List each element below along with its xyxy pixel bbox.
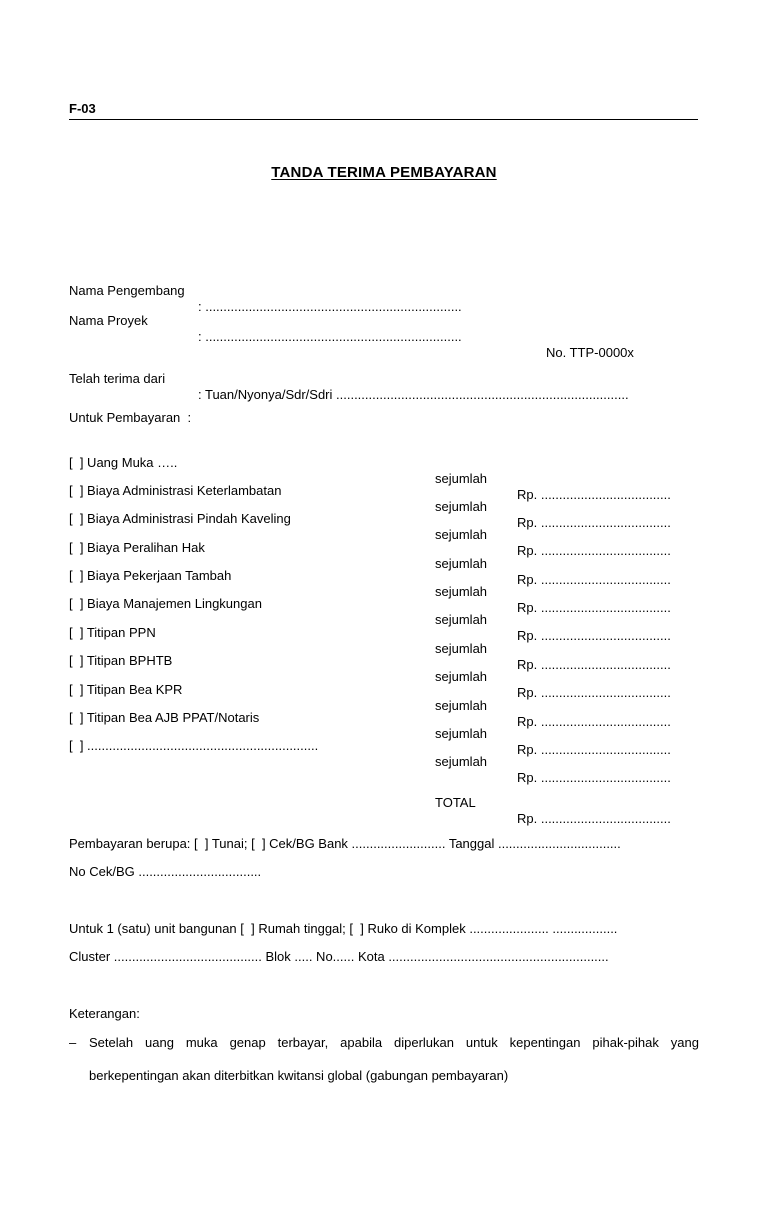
payment-row[interactable]: [69, 722, 671, 785]
payment-item-label: [ ] Biaya Administrasi Pindah Kaveling: [69, 511, 291, 526]
notes-heading: Keterangan:: [69, 1006, 140, 1021]
document-title: TANDA TERIMA PEMBAYARAN: [271, 164, 497, 181]
payment-method-line[interactable]: Pembayaran berupa: [ ] Tunai; [ ] Cek/BG Bank .......................... Tanggal ..................................: [69, 836, 621, 851]
amount-keyword: sejumlah: [435, 612, 488, 627]
amount-field[interactable]: Rp. ....................................: [517, 742, 671, 757]
amount-keyword: sejumlah: [435, 669, 488, 684]
field-label: Telah terima dari: [69, 371, 166, 386]
amount-field[interactable]: Rp. ....................................: [517, 572, 671, 587]
cheque-number-line[interactable]: No Cek/BG ..................................: [69, 864, 262, 879]
notes-item: [69, 1035, 699, 1085]
amount-keyword: sejumlah: [435, 698, 488, 713]
payment-item-label: [ ] Titipan BPHTB: [69, 653, 173, 668]
field-value[interactable]: : .......................................................................: [198, 329, 462, 344]
notes-item-line1: Setelah uang muka genap terbayar, apabila diperlukan untuk kepentingan pihak-pihak yang: [89, 1035, 699, 1050]
payment-item-label: [ ] Titipan Bea AJB PPAT/Notaris: [69, 710, 260, 725]
payment-row[interactable]: [69, 694, 671, 757]
field-value[interactable]: : Tuan/Nyonya/Sdr/Sdri .................................................................................: [198, 387, 629, 402]
amount-field[interactable]: Rp. ....................................: [517, 628, 671, 643]
unit-location-line[interactable]: Cluster ......................................... Blok ..... No...... Kota .............................................................: [69, 949, 609, 964]
amount-field[interactable]: Rp. ....................................: [517, 657, 671, 672]
amount-keyword: sejumlah: [435, 527, 488, 542]
payment-item-label: [ ] Biaya Peralihan Hak: [69, 540, 205, 555]
amount-keyword: sejumlah: [435, 499, 488, 514]
total-amount-field[interactable]: Rp. ....................................: [517, 811, 671, 826]
unit-type-line[interactable]: Untuk 1 (satu) unit bangunan [ ] Rumah tinggal; [ ] Ruko di Komplek ...................... ..................: [69, 921, 618, 936]
total-label: TOTAL: [435, 795, 476, 810]
payment-item-label: [ ] Biaya Administrasi Keterlambatan: [69, 483, 282, 498]
header-divider: [69, 119, 698, 120]
field-pengembang: [69, 267, 462, 314]
payment-item-label: [ ] Uang Muka …..: [69, 455, 178, 470]
amount-keyword: sejumlah: [435, 641, 488, 656]
payment-item-label: [ ] Titipan Bea KPR: [69, 682, 183, 697]
payment-item-label: [ ] Biaya Pekerjaan Tambah: [69, 568, 232, 583]
amount-field[interactable]: Rp. ....................................: [517, 487, 671, 502]
field-terima-dari: [69, 355, 629, 402]
field-label: Nama Proyek: [69, 313, 148, 328]
amount-keyword: sejumlah: [435, 726, 488, 741]
amount-keyword: sejumlah: [435, 471, 488, 486]
payment-item-label: [ ] Titipan PPN: [69, 625, 156, 640]
amount-keyword: sejumlah: [435, 556, 488, 571]
field-proyek: [69, 297, 634, 360]
amount-field[interactable]: Rp. ....................................: [517, 600, 671, 615]
amount-field[interactable]: Rp. ....................................: [517, 515, 671, 530]
notes-item-line2: berkepentingan akan diterbitkan kwitansi global (gabungan pembayaran): [89, 1068, 509, 1083]
payment-item-label: [ ] ................................................................: [69, 738, 319, 753]
field-label: Nama Pengembang: [69, 283, 185, 298]
amount-keyword: sejumlah: [435, 754, 488, 769]
amount-field[interactable]: Rp. ....................................: [517, 714, 671, 729]
payment-heading: Untuk Pembayaran :: [69, 410, 192, 425]
amount-field[interactable]: Rp. ....................................: [517, 543, 671, 558]
amount-keyword: sejumlah: [435, 584, 488, 599]
amount-field[interactable]: Rp. ....................................: [517, 685, 671, 700]
payment-item-label: [ ] Biaya Manajemen Lingkungan: [69, 596, 262, 611]
dash-bullet: –: [69, 1035, 77, 1050]
document-number: No. TTP-0000x: [546, 345, 634, 360]
amount-field[interactable]: Rp. ....................................: [517, 770, 671, 785]
form-code: F-03: [69, 101, 96, 116]
total-row: [69, 779, 671, 826]
field-value[interactable]: : .......................................................................: [198, 299, 462, 314]
